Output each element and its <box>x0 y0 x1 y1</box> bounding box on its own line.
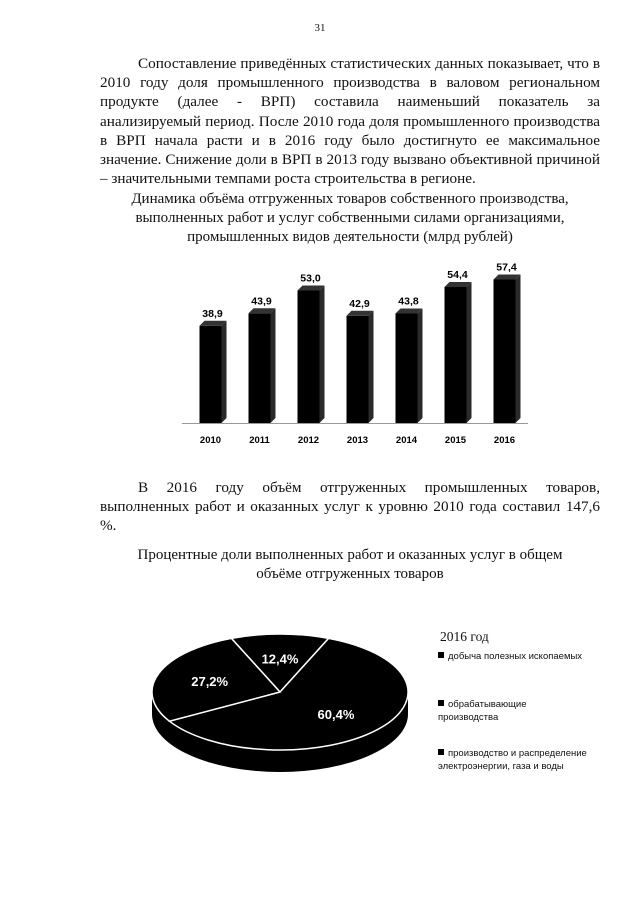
bar-side-2012 <box>320 286 325 424</box>
bar-chart-title: Динамика объёма отгруженных товаров собственного производства, выполненных работ и услуг собственными силами организациями, промышленных видов деятельности (млрд рублей) <box>131 191 569 245</box>
page-number: 31 <box>314 22 326 34</box>
legend-swatch <box>438 749 444 755</box>
tick-label-2012: 2012 <box>297 435 320 446</box>
legend-item-manufacturing <box>438 699 558 724</box>
data-label-2011: 43,9 <box>251 295 272 308</box>
bar-2012 <box>298 291 320 424</box>
bar-2015 <box>445 287 467 423</box>
tick-label-2013: 2013 <box>346 435 369 446</box>
bar-side-2011 <box>271 308 276 423</box>
data-label-2015: 54,4 <box>447 269 468 281</box>
pie-label-0: 12,4% <box>261 651 299 667</box>
legend-swatch <box>438 652 444 658</box>
data-label-2012: 53,0 <box>300 272 321 285</box>
legend-label: обрабатывающие производства <box>438 699 527 723</box>
data-label-2016: 57,4 <box>496 261 517 274</box>
bar-2014 <box>396 314 418 424</box>
tick-label-2010: 2010 <box>199 435 222 446</box>
bar-side-2010 <box>222 321 227 423</box>
tick-label-2014: 2014 <box>395 435 418 446</box>
legend-item-energy <box>438 748 588 773</box>
bar-side-2015 <box>467 282 472 423</box>
tick-label-2015: 2015 <box>444 435 467 446</box>
pie-chart <box>140 620 420 790</box>
data-label-2013: 42,9 <box>349 297 370 310</box>
bar-side-2016 <box>516 275 521 424</box>
bar-chart <box>178 255 538 455</box>
pie-label-2: 27,2% <box>191 674 229 690</box>
paragraph-2016-growth: В 2016 году объём отгруженных промышленных товаров, выполненных работ и оказанных услуг к уровню 2010 года составил 147,6 %. <box>100 479 600 535</box>
legend-item-mining <box>438 651 608 664</box>
bar-2016 <box>494 280 516 424</box>
data-label-2014: 43,8 <box>398 295 419 308</box>
legend-swatch <box>438 700 444 706</box>
data-label-2010: 38,9 <box>202 307 223 320</box>
bar-2013 <box>347 316 369 423</box>
bar-side-2013 <box>369 311 374 423</box>
bar-2010 <box>200 326 222 423</box>
pie-chart-title: Процентные доли выполненных работ и оказанных услуг в общем объёме отгруженных товаров <box>137 547 563 582</box>
legend-label: производство и распределение электроэнергии, газа и воды <box>438 748 587 772</box>
bar-2011 <box>249 313 271 423</box>
paragraph-grp-analysis: Сопоставление приведённых статистических данных показывает, что в 2010 году доля промышленного производства в валовом региональном продукте (далее - ВРП) составила наименьший показатель за анализируемый период. После 2010 года доля промышленного производства в ВРП начала расти и в 2016 году было достигнуто ее максимальное значение. Снижение доли в ВРП в 2013 году вызвано объективной причиной – значительными темпами роста строительства в регионе. <box>100 55 600 188</box>
legend-title: 2016 год <box>440 629 489 644</box>
legend-label: добыча полезных ископаемых <box>448 651 583 662</box>
tick-label-2011: 2011 <box>249 435 270 446</box>
pie-label-1: 60,4% <box>317 707 355 723</box>
bar-side-2014 <box>418 309 423 424</box>
tick-label-2016: 2016 <box>493 435 516 446</box>
